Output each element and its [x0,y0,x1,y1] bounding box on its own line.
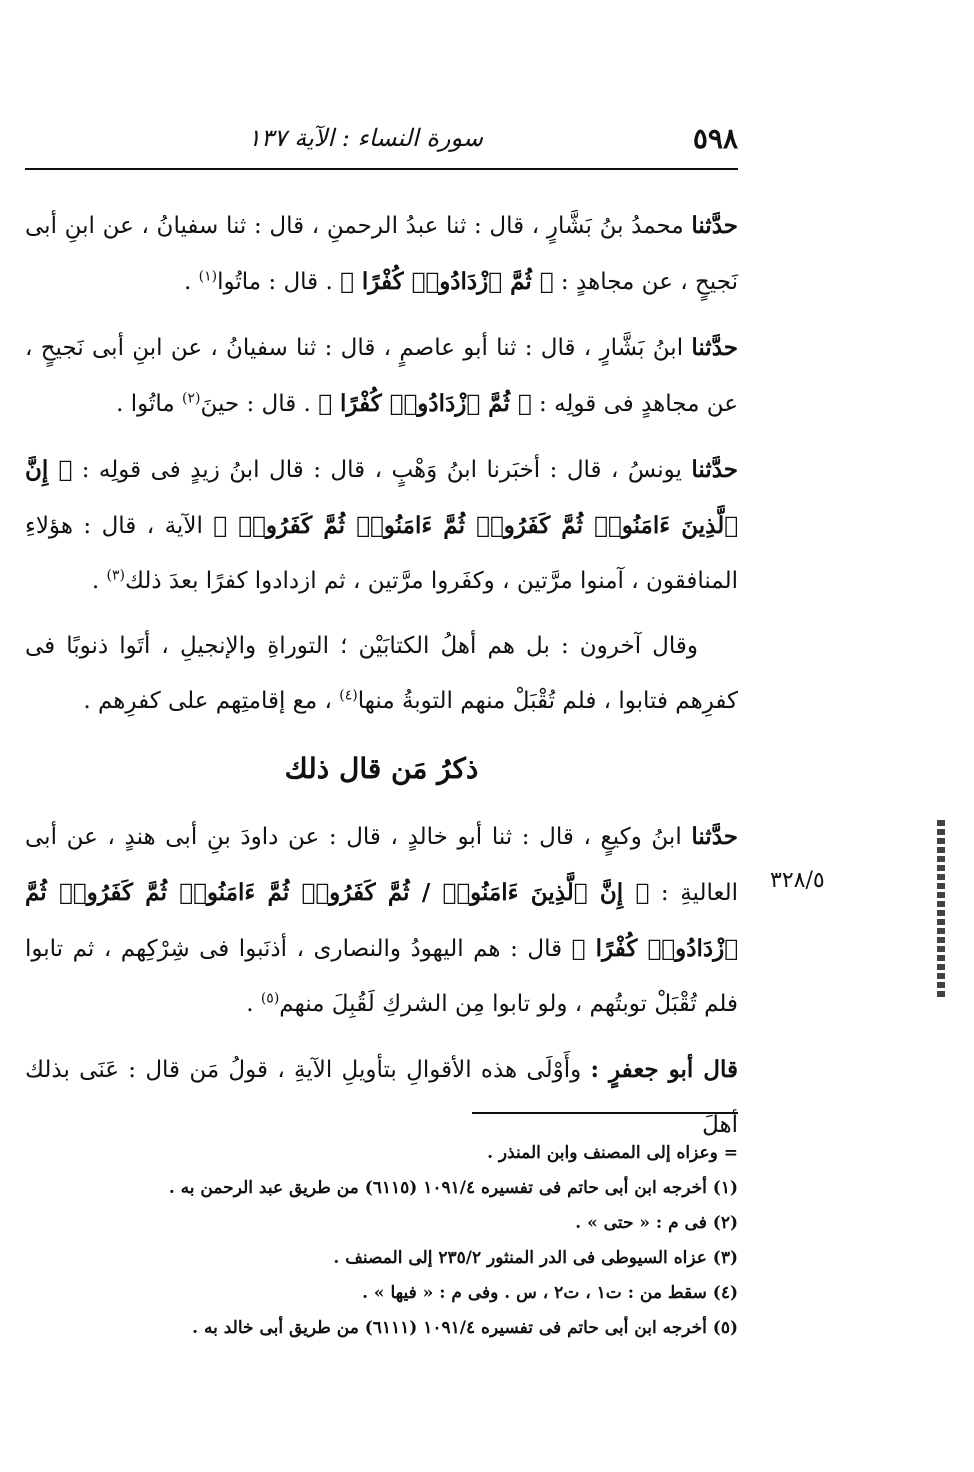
paragraph-text: ابنُ بَشَّارٍ ، قال : ثنا أبو عاصمٍ ، قال : ثنا سفيانُ ، عن ابنِ أبى نَجيحٍ ، عن مجاهدٍ فى قولِه : [25,335,738,417]
paragraph [25,809,738,1032]
paragraph-text: وقال آخرون : بل هم أهلُ الكتابَيْن ؛ التوراةِ والإنجيلِ ، أتَوا ذنوبًا فى كفرِهم فتابوا ، فلم تُقْبَلْ منهم التوبةُ منها [25,633,738,714]
footnote-ref: (٣) [106,567,125,584]
footnote: (٢) فى م : « حتى » . [575,1213,738,1233]
footnote-ref: (١) [198,268,218,285]
footnote-ref: (٥) [260,990,280,1007]
paragraph-text: . [246,991,261,1017]
paragraph-text: ابنُ وكيعٍ ، قال : ثنا أبو خالدٍ ، قال : عن داودَ بنِ أبى هندٍ ، عن أبى العاليةِ : [25,824,738,906]
paragraph-lead: حدَّثنا [691,456,739,483]
paragraph-lead: قال أبو جعفرٍ : [590,1056,738,1083]
paragraph-text: . قال : حينَ [200,391,319,417]
paragraph-lead: حدَّثنا [691,334,738,361]
paragraph-text: . [183,269,199,295]
paragraph-lead: حدَّثنا [691,823,738,850]
quran-verse: ﴿ إِنَّ ٱلَّذِينَ ءَامَنُوا۟ ثُمَّ كَفَرُوا۟ ثُمَّ ءَامَنُوا۟ ثُمَّ كَفَرُوا۟ ﴾ [25,456,739,539]
running-title: سورة النساء : الآية ١٣٧ [247,124,483,152]
page-header [25,118,738,170]
paragraph-text: . [91,568,107,594]
footnote-ref: (٤) [339,687,358,704]
section-heading: ذكرُ مَن قال ذلك [284,752,479,785]
paragraph-lead: حدَّثنا [691,212,738,239]
main-text [25,198,738,1163]
footnotes [25,1136,738,1346]
quran-verse: ﴿ إِنَّ ٱلَّذِينَ ءَامَنُوا۟ / ثُمَّ كَفَرُوا۟ ثُمَّ ءَامَنُوا۟ ثُمَّ كَفَرُوا۟ ثُمَّ ٱزْدَادُوا۟ كُفْرًا ﴾ [25,879,738,962]
paragraph-text: . قال : ماتُوا [217,269,341,295]
footnote-divider [472,1112,738,1114]
paragraph [25,442,738,609]
footnote-ref: (٢) [182,390,201,407]
paragraph [25,619,738,729]
paragraph [25,320,738,432]
footnote: (٤) سقط من : ت١ ، ت٢ ، س . وفى م : « فيها » . [362,1283,738,1303]
quran-verse: ﴿ ثُمَّ ٱزْدَادُوا۟ كُفْرًا ﴾ [318,390,532,417]
paragraph-text: يونسُ ، قال : أخبَرنا ابنُ وَهْبٍ ، قال : قال ابنُ زيدٍ فى قولِه : [72,457,692,483]
paragraph-text: وأَوْلَى هذه الأقوالِ بتأويلِ الآيةِ ، قولُ مَن قال : عَنَى بذلك أهلَ [25,1057,738,1138]
footnote: = وعزاه إلى المصنف وابن المنذر . [487,1143,738,1163]
paragraph [25,198,738,310]
page-edge-mark [937,820,945,1000]
paragraph-text: الآية ، قال : هؤلاءِ المنافقون ، آمنوا مرَّتين ، وكفَروا مرَّتين ، ثم ازدادوا كفرًا بعدَ ذلك [25,513,738,594]
page-number: ٥٩٨ [692,122,738,155]
paragraph-text: ، مع إقامتِهم على كفرِهم . [83,688,340,714]
quran-verse: ﴿ ثُمَّ ٱزْدَادُوا۟ كُفْرًا ﴾ [340,268,554,295]
footnote: (٥) أخرجه ابن أبى حاتم فى تفسيره ١٠٩١/٤ (٦١١١) من طريق أبى خالد به . [192,1318,738,1338]
footnote: (١) أخرجه ابن أبى حاتم فى تفسيره ١٠٩١/٤ (٦١١٥) من طريق عبد الرحمن به . [168,1178,738,1198]
paragraph-text: ماتُوا . [116,391,183,417]
paragraph-text: قال : هم اليهودُ والنصارى ، أذنَبوا فى شِرْكِهم ، ثم تابوا فلم تُقْبَلْ توبتُهم ، ولو تابوا مِن الشركِ لَقُبِلَ منهم [25,936,738,1017]
footnote: (٣) عزاه السيوطى فى الدر المنثور ٢٣٥/٢ إلى المصنف . [333,1248,738,1268]
margin-reference: ٣٢٨/٥ [770,868,825,893]
paragraph-text: محمدُ بنُ بَشَّارٍ ، قال : ثنا عبدُ الرحمنِ ، قال : ثنا سفيانُ ، عن ابنِ أبى نَجيحٍ ، عن مجاهدٍ : [25,213,738,295]
